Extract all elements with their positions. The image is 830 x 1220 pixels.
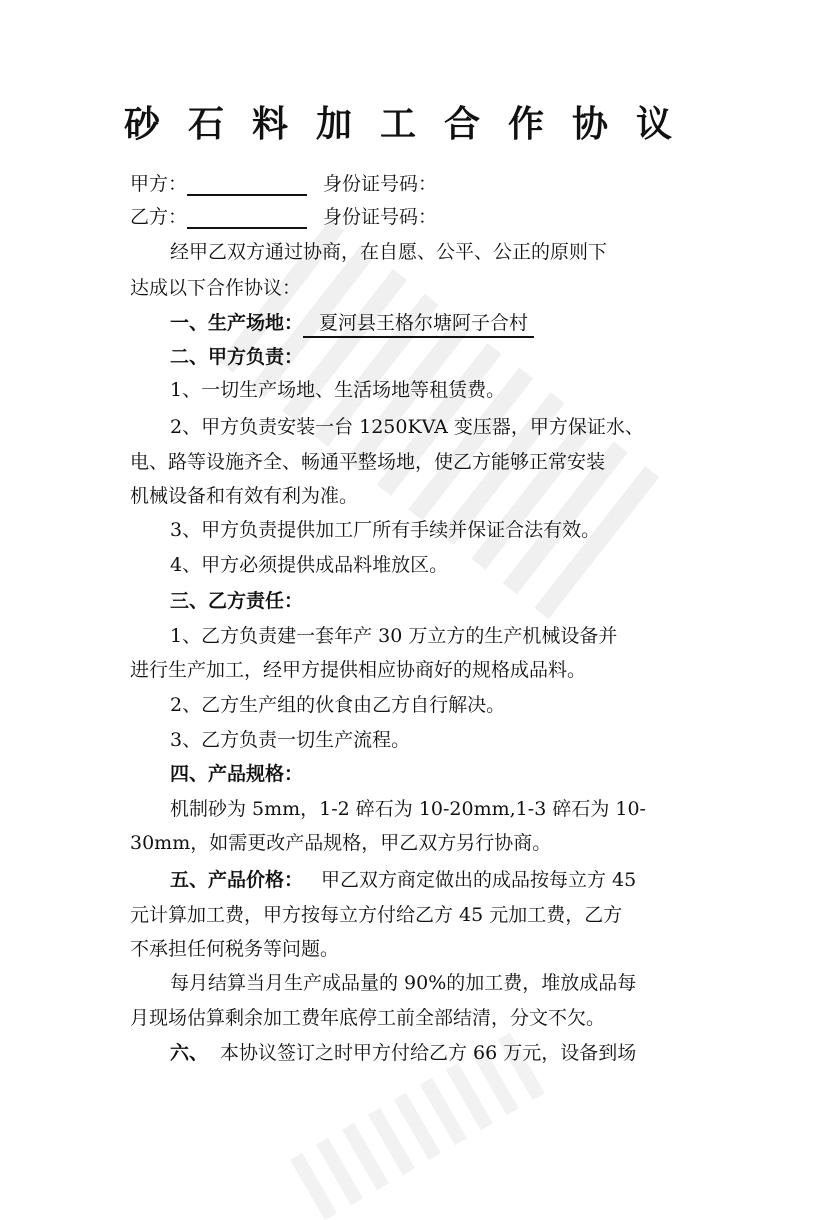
section-6-line-1 bbox=[170, 1041, 830, 1065]
section-5-line-3: 不承担任何税务等问题。 bbox=[130, 938, 340, 960]
section-4-heading: 四、产品规格： bbox=[170, 763, 304, 785]
section-2-item-2-line-2: 电、路等设施齐全、畅通平整场地，使乙方能够正常安装 bbox=[130, 451, 606, 473]
section-6-heading: 六、 bbox=[170, 1042, 209, 1064]
party-b-name-field[interactable] bbox=[187, 205, 307, 229]
party-a-line bbox=[130, 172, 830, 196]
production-site-value: 夏河县王格尔塘阿子合村 bbox=[303, 311, 534, 338]
intro-line-1: 经甲乙双方通过协商，在自愿、公平、公正的原则下 bbox=[170, 241, 608, 263]
party-b-id-label: 身份证号码： bbox=[323, 206, 438, 228]
party-a-id-label: 身份证号码： bbox=[323, 173, 438, 195]
section-3-item-3: 3、乙方负责一切生产流程。 bbox=[170, 729, 411, 751]
section-4-line-2: 30mm，如需更改产品规格，甲乙双方另行协商。 bbox=[130, 832, 552, 854]
section-4-line-1: 机制砂为 5mm，1-2 碎石为 10-20mm,1-3 碎石为 10- bbox=[170, 798, 646, 820]
section-3-item-1-line-1: 1、乙方负责建一套年产 30 万立方的生产机械设备并 bbox=[170, 625, 618, 647]
intro-line-2: 达成以下合作协议： bbox=[130, 277, 302, 299]
settlement-line-1: 每月结算当月生产成品量的 90%的加工费，堆放成品每 bbox=[170, 972, 637, 994]
section-5-line-1 bbox=[170, 868, 830, 892]
party-a-name-field[interactable] bbox=[187, 172, 307, 196]
section-2-item-2-line-1: 2、甲方负责安装一台 1250KVA 变压器，甲方保证水、 bbox=[170, 416, 644, 438]
section-6-line-1-text: 本协议签订之时甲方付给乙方 66 万元，设备到场 bbox=[220, 1042, 637, 1064]
section-3-heading: 三、乙方责任： bbox=[170, 590, 304, 612]
section-1 bbox=[170, 311, 830, 338]
section-2-item-2-line-3: 机械设备和有效有利为准。 bbox=[130, 485, 359, 507]
party-b-label: 乙方： bbox=[130, 206, 188, 228]
section-2-item-4: 4、甲方必须提供成品料堆放区。 bbox=[170, 554, 449, 576]
section-3-item-1-line-2: 进行生产加工，经甲方提供相应协商好的规格成品料。 bbox=[130, 659, 587, 681]
document-title: 砂石料加工合作协议 bbox=[124, 104, 701, 145]
party-a-label: 甲方： bbox=[130, 173, 188, 195]
section-5-heading: 五、产品价格： bbox=[170, 869, 304, 891]
section-1-heading: 一、生产场地： bbox=[170, 312, 304, 334]
section-5-line-2: 元计算加工费，甲方按每立方付给乙方 45 元加工费，乙方 bbox=[130, 904, 623, 926]
party-b-line bbox=[130, 205, 830, 229]
section-2-item-1: 1、一切生产场地、生活场地等租赁费。 bbox=[170, 379, 506, 401]
section-2-item-3: 3、甲方负责提供加工厂所有手续并保证合法有效。 bbox=[170, 519, 601, 541]
section-3-item-2: 2、乙方生产组的伙食由乙方自行解决。 bbox=[170, 694, 506, 716]
section-2-heading: 二、甲方负责： bbox=[170, 346, 304, 368]
section-5-line-1-text: 甲乙双方商定做出的成品按每立方 45 bbox=[321, 869, 637, 891]
settlement-line-2: 月现场估算剩余加工费年底停工前全部结清，分文不欠。 bbox=[130, 1007, 606, 1029]
